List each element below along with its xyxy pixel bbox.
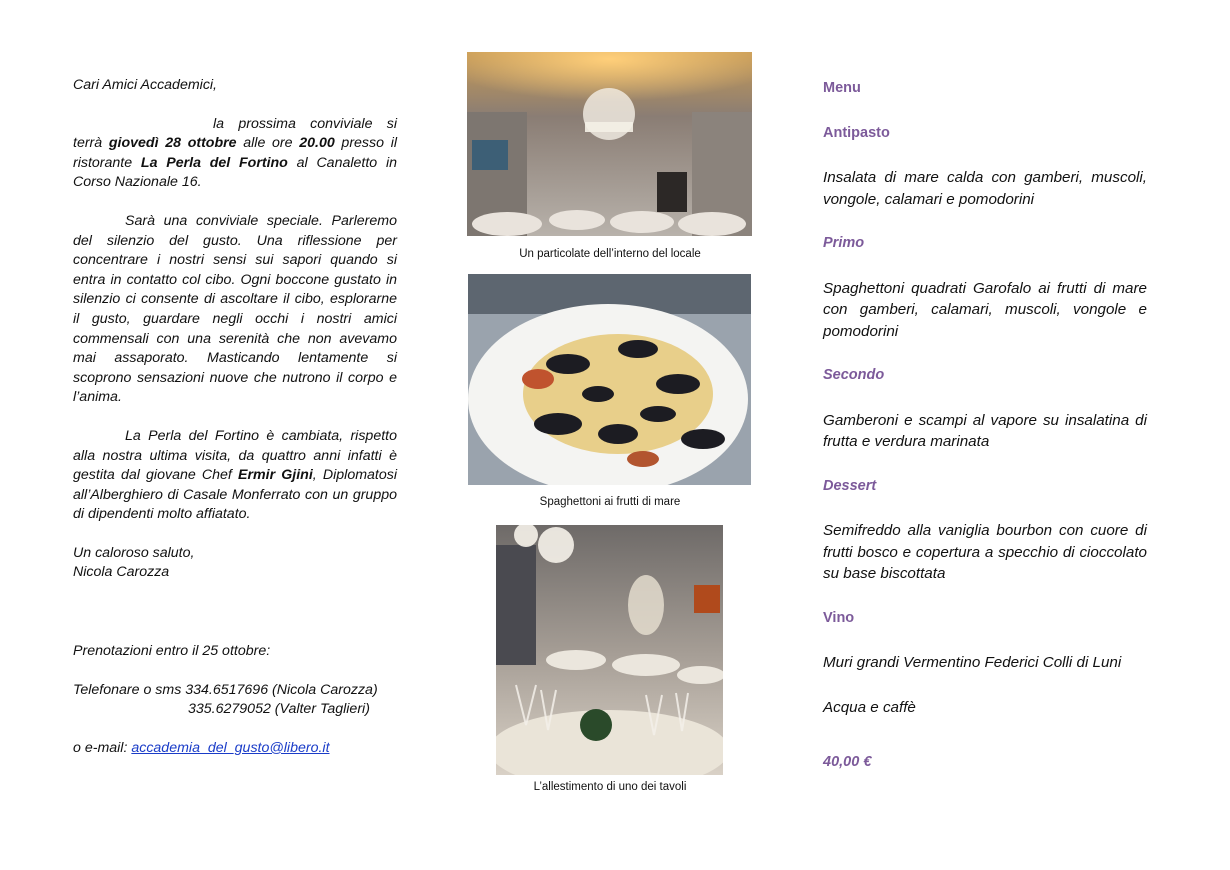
event-date: giovedì 28 ottobre [108,135,237,152]
paragraph-event: la prossima conviviale si terrà giovedì 28 ottobre alle ore 20.00 presso il ristorante La Perla del Fortino al Canaletto in Corso Nazionale 16. [73,115,397,191]
primo-dish: Spaghettoni quadrati Garofalo ai frutti di mare con gamberi, calamari, muscoli, vongole e pomodorini [823,279,1147,340]
photo-column [460,0,760,870]
dessert-dish: Semifreddo alla vaniglia bourbon con cuore di frutti bosco e copertura a specchio di cioccolato su base biscottata [823,522,1147,582]
caption-dish: Spaghettoni ai frutti di mare [539,496,681,508]
antipasto-label: Antipasto [823,124,890,141]
menu-column [823,78,1147,788]
secondo-label: Secondo [823,367,885,383]
event-time: 20.00 [299,135,335,152]
email-line: o e-mail: accademia_del_gusto@libero.it [73,739,330,756]
table-setting-photo [496,525,723,775]
vino-item: Muri grandi Vermentino Federici Colli di Luni [823,654,1122,671]
invitation-letter [73,76,397,758]
caption-table: L’allestimento di uno dei tavoli [533,781,687,793]
closing: Un caloroso saluto, [73,544,195,561]
venue-name: La Perla del Fortino [140,154,288,171]
spaghetti-dish-photo [468,274,751,485]
menu-price: 40,00 € [823,754,872,770]
phone-line-1: Telefonare o sms 334.6517696 (Nicola Carozza) [73,681,378,698]
booking-title: Prenotazioni entro il 25 ottobre: [73,643,271,660]
paragraph-theme: Sarà una conviviale speciale. Parleremo del silenzio del gusto. Una riflessione per concentrare i nostri sensi sui sapori quando si entra in contatto col cibo. Ogni boccone gustato in silenzio ci consente di ascoltare il cibo, esplorarne il gusto, guardare negli occhi i nostri amici commensali con una serenità che non avevamo mai assaporato. Masticando lentamente si scoprono sensazioni nuove che nutrono il corpo e l’anima. [73,212,397,406]
caption-interior: Un particolate dell’interno del locale [519,248,701,260]
email-link[interactable]: accademia_del_gusto@libero.it [131,739,330,756]
paragraph-venue: La Perla del Fortino è cambiata, rispetto alla nostra ultima visita, da quattro anni infatti è gestita dal giovane Chef Ermir Gjini, Diplomatosi all’Alberghiero di Casale Monferrato con un gruppo di dipendenti molto affiatato. [73,427,397,523]
phone-line-2: 335.6279052 (Valter Taglieri) [188,701,370,718]
dessert-label: Dessert [823,477,877,494]
menu-title: Menu [823,80,861,96]
signature: Nicola Carozza [73,564,170,581]
secondo-dish: Gamberoni e scampi al vapore su insalatina di frutta e verdura marinata [823,411,1147,450]
restaurant-interior-photo [467,52,752,236]
extras-item: Acqua e caffè [823,698,916,716]
antipasto-dish: Insalata di mare calda con gamberi, muscoli, vongole, calamari e pomodorini [823,169,1147,208]
greeting: Cari Amici Accademici, [73,77,218,93]
chef-name: Ermir Gjini [238,467,313,484]
primo-label: Primo [823,235,865,251]
vino-label: Vino [823,609,855,626]
